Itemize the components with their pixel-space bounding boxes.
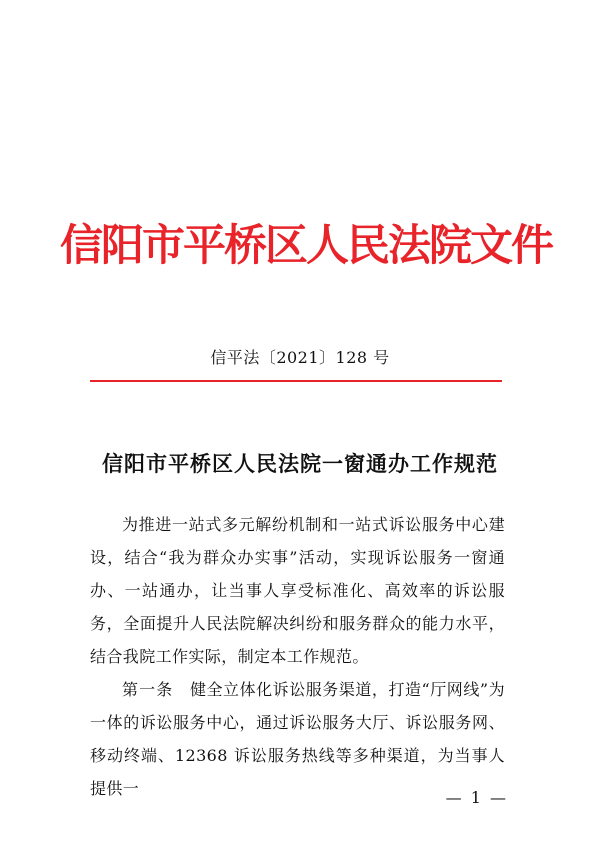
document-body — [90, 508, 505, 805]
article-1-text: 健全立体化诉讼服务渠道，打造“厅网线”为一体的诉讼服务中心，通过诉讼服务大厅、诉讼服务网、移动终端、12368 诉讼服务热线等多种渠道，为当事人提供一 — [90, 680, 505, 798]
article-1-paragraph — [90, 673, 505, 805]
red-divider-line — [90, 380, 502, 382]
page-number: — 1 — — [445, 788, 508, 807]
body-paragraph: 为推进一站式多元解纷机制和一站式诉讼服务中心建设，结合“我为群众办实事”活动，实现诉讼服务一窗通办、一站通办，让当事人享受标准化、高效率的诉讼服务，全面提升人民法院解决纠纷和服务群众的能力水平，结合我院工作实际，制定本工作规范。 — [90, 515, 505, 666]
document-number: 信平法〔2021〕128 号 — [210, 348, 390, 367]
document-title: 信阳市平桥区人民法院一窗通办工作规范 — [102, 451, 498, 476]
issuer-title: 信阳市平桥区人民法院文件 — [60, 221, 552, 271]
article-1-label: 第一条 — [122, 680, 174, 699]
